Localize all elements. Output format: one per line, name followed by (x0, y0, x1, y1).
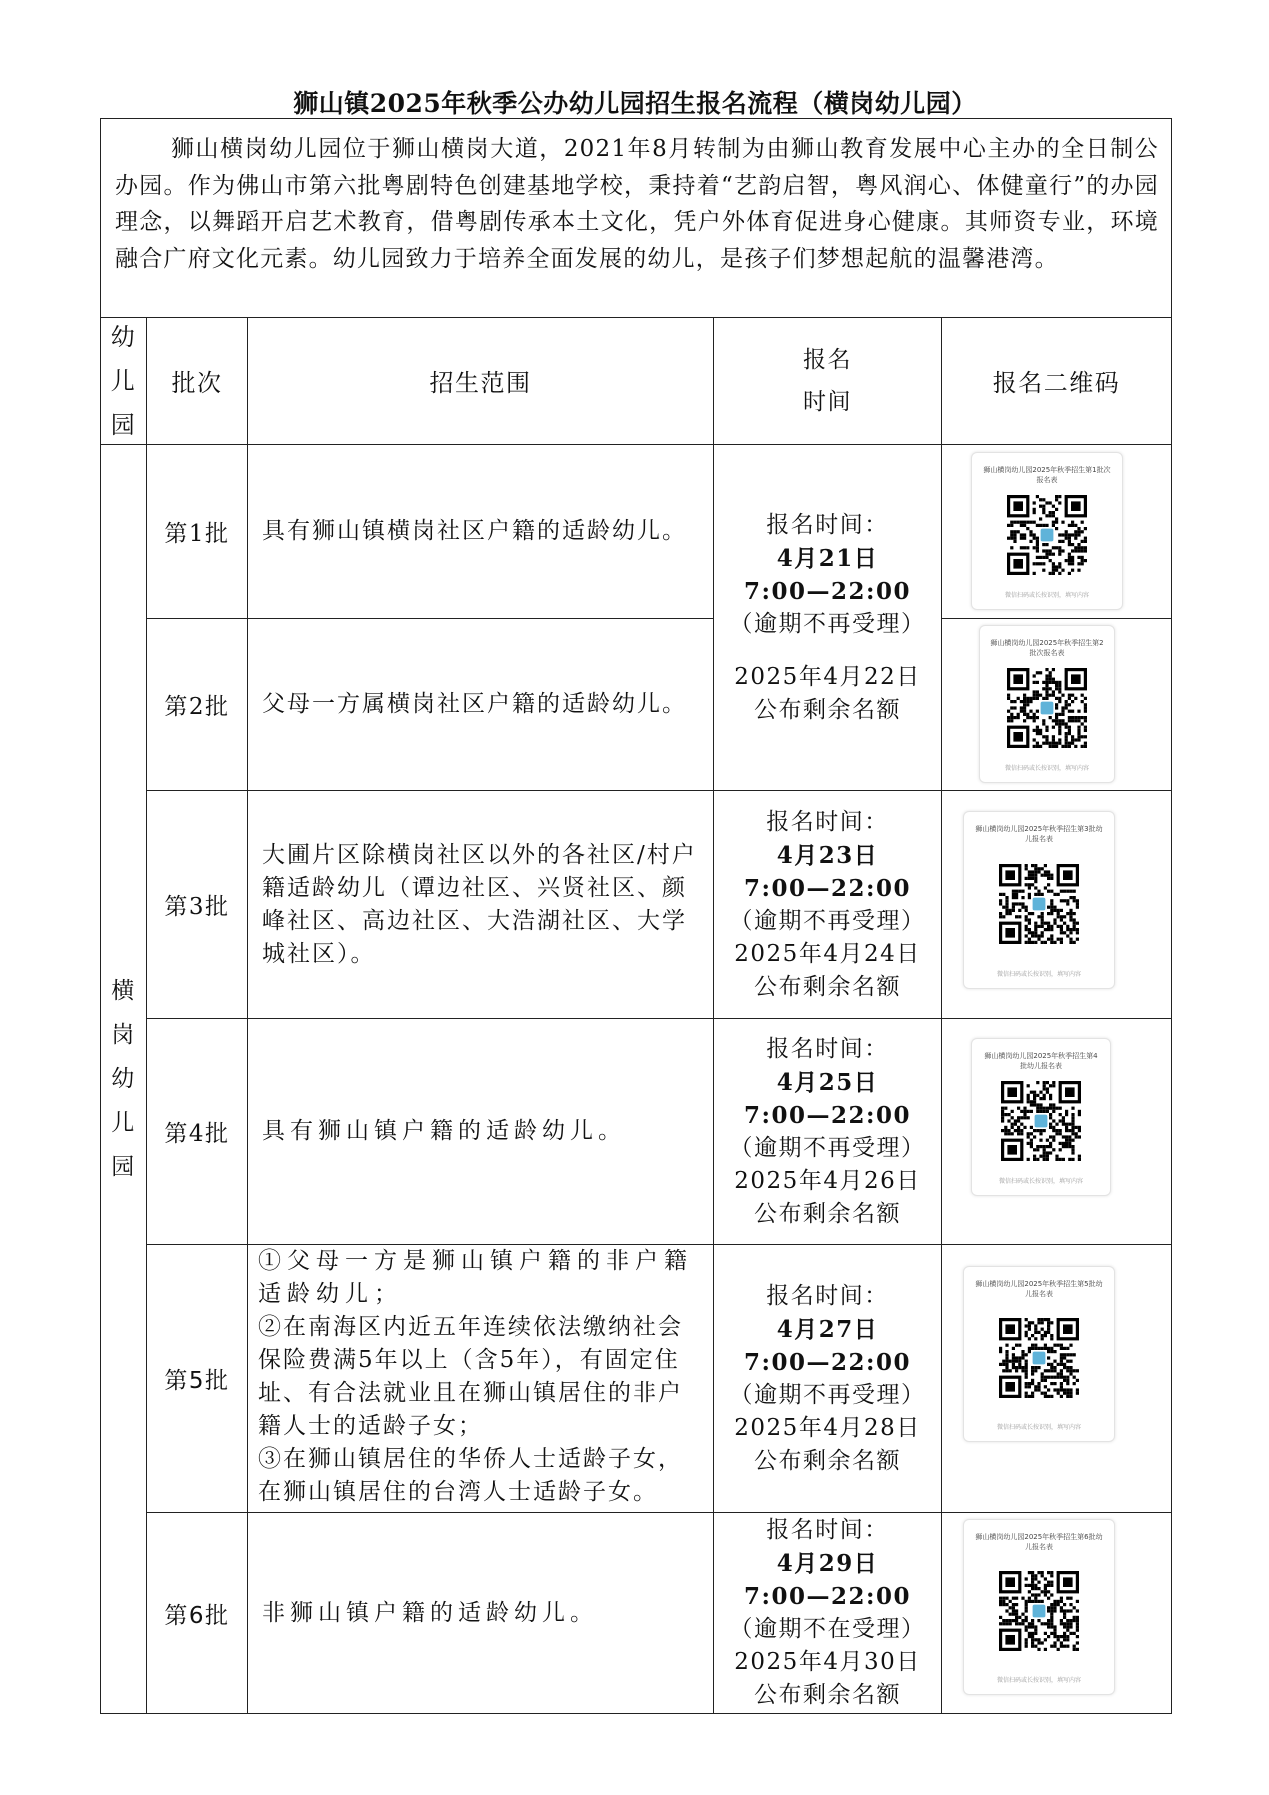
qr-title: 狮山横岗幼儿园2025年秋季招生第5批幼儿报名表 (975, 1280, 1103, 1298)
enroll-time-batch-5 (714, 1245, 941, 1512)
qr-code-card[interactable] (963, 811, 1115, 989)
time-label: 报名时间： (766, 1517, 889, 1543)
header-batch: 批次 (171, 369, 223, 397)
scope-item: ②在南海区内近五年连续依法缴纳社会保险费满5年以上（含5年），有固定住址、有合法就业且在狮山镇居住的非户籍人士的适龄子女； (258, 1314, 683, 1439)
batch-label: 第5批 (164, 1368, 230, 1394)
name-char: 幼 (111, 1066, 136, 1092)
batch-label: 第4批 (164, 1121, 230, 1147)
header-char: 园 (110, 410, 137, 439)
batch-label: 第6批 (164, 1602, 230, 1629)
enroll-time-batch-4 (714, 1019, 941, 1244)
time-hours: 7:00—22:00 (743, 577, 911, 605)
qr-footer: 微信扫码或长按识别，填写内容 (996, 1424, 1081, 1431)
batch-label: 第1批 (164, 521, 230, 547)
qr-code-icon (1007, 668, 1087, 748)
time-hours: 7:00—22:00 (743, 1101, 911, 1129)
qr-title: 狮山横岗幼儿园2025年秋季招生第6批幼儿报名表 (975, 1533, 1103, 1551)
enroll-time-batch-1-2 (714, 445, 941, 790)
batch-scope: 非狮山镇户籍的适龄幼儿。 (262, 1599, 598, 1626)
time-note: （逾期不再受理） (729, 907, 926, 934)
time-announce-date: 2025年4月26日 (734, 1167, 921, 1194)
time-announce: 公布剩余名额 (754, 1682, 901, 1708)
name-char: 岗 (111, 1022, 136, 1048)
qr-code-icon (999, 864, 1079, 944)
time-note: （逾期不再受理） (729, 1381, 926, 1408)
time-date: 4月29日 (776, 1550, 879, 1577)
header-char: 幼 (110, 322, 137, 351)
time-hours: 7:00—22:00 (743, 874, 911, 902)
header-time-line: 报名 (803, 346, 852, 373)
time-note: （逾期不再受理） (729, 1134, 926, 1161)
qr-title: 狮山横岗幼儿园2025年秋季招生第1批次报名表 (983, 466, 1111, 484)
qr-footer: 微信扫码或长按识别，填写内容 (996, 971, 1081, 978)
header-qr: 报名二维码 (992, 369, 1121, 397)
enrollment-table (100, 118, 1172, 1714)
time-hours: 7:00—22:00 (743, 1348, 911, 1376)
qr-code-icon (1001, 1081, 1081, 1161)
qr-title: 狮山横岗幼儿园2025年秋季招生第3批幼儿报名表 (975, 825, 1103, 843)
qr-code-card[interactable] (979, 625, 1115, 783)
time-label: 报名时间： (766, 808, 889, 835)
header-time-line: 时间 (803, 388, 852, 415)
time-announce-date: 2025年4月28日 (734, 1414, 921, 1441)
qr-code-card[interactable] (971, 452, 1123, 610)
time-announce: 公布剩余名额 (754, 1200, 901, 1227)
time-hours: 7:00—22:00 (743, 1583, 911, 1610)
qr-code-icon (999, 1318, 1079, 1398)
time-announce-date: 2025年4月22日 (734, 663, 921, 690)
time-announce: 公布剩余名额 (754, 696, 901, 723)
batch-label: 第2批 (164, 694, 230, 720)
batch-scope: 具有狮山镇户籍的适龄幼儿。 (262, 1118, 626, 1144)
header-kindergarten (101, 317, 146, 444)
time-label: 报名时间： (766, 1282, 889, 1309)
scope-item: ①父母一方是狮山镇户籍的非户籍适龄幼儿； (258, 1248, 693, 1307)
name-char: 儿 (111, 1110, 136, 1136)
qr-title: 狮山横岗幼儿园2025年秋季招生第4批幼儿报名表 (984, 1052, 1098, 1070)
time-label: 报名时间： (766, 511, 889, 538)
qr-code-icon (1007, 495, 1087, 575)
name-char: 横 (111, 978, 136, 1004)
kindergarten-name (101, 445, 146, 1713)
qr-code-card[interactable] (963, 1519, 1115, 1695)
time-announce-date: 2025年4月30日 (734, 1649, 921, 1675)
header-scope: 招生范围 (429, 369, 532, 397)
enroll-time-batch-3 (714, 791, 941, 1018)
time-note: （逾期不在受理） (729, 1616, 926, 1642)
header-time (714, 317, 941, 444)
col-divider (941, 317, 942, 1713)
time-note: （逾期不再受理） (729, 610, 926, 637)
time-date: 4月25日 (776, 1068, 879, 1096)
batch-scope: 父母一方属横岗社区户籍的适龄幼儿。 (262, 691, 687, 717)
batch-label: 第3批 (164, 894, 230, 920)
scope-item: ③在狮山镇居住的华侨人士适龄子女，在狮山镇居住的台湾人士适龄子女。 (258, 1446, 683, 1505)
qr-code-card[interactable] (971, 1038, 1111, 1196)
qr-title: 狮山横岗幼儿园2025年秋季招生第2批次报名表 (990, 639, 1104, 657)
time-date: 4月21日 (776, 544, 879, 572)
enroll-time-batch-6 (714, 1513, 941, 1713)
qr-code-card[interactable] (963, 1266, 1115, 1442)
qr-code-icon (999, 1571, 1079, 1651)
batch-scope: 具有狮山镇横岗社区户籍的适龄幼儿。 (262, 518, 687, 544)
header-char: 儿 (110, 366, 137, 395)
qr-footer: 微信扫码或长按识别，填写内容 (996, 1677, 1081, 1684)
time-date: 4月23日 (776, 841, 879, 869)
page-title: 狮山镇2025年秋季公办幼儿园招生报名流程（横岗幼儿园） (293, 89, 977, 118)
qr-footer: 微信扫码或长按识别，填写内容 (1004, 765, 1089, 772)
time-label: 报名时间： (766, 1035, 889, 1062)
time-announce-date: 2025年4月24日 (734, 940, 921, 967)
batch-scope (248, 1245, 713, 1512)
time-date: 4月27日 (776, 1315, 879, 1343)
time-announce: 公布剩余名额 (754, 1447, 901, 1474)
name-char: 园 (111, 1154, 136, 1180)
qr-footer: 微信扫码或长按识别，填写内容 (998, 1178, 1083, 1185)
qr-footer: 微信扫码或长按识别，填写内容 (1004, 592, 1089, 599)
batch-scope: 大圃片区除横岗社区以外的各社区/村户籍适龄幼儿（谭边社区、兴贤社区、颜峰社区、高边社区、大浩湖社区、大学城社区）。 (262, 841, 697, 967)
intro-paragraph: 狮山横岗幼儿园位于狮山横岗大道，2021年8月转制为由狮山教育发展中心主办的全日制公办园。作为佛山市第六批粤剧特色创建基地学校，秉持着“艺韵启智，粤风润心、体健童行”的办园理念，以舞蹈开启艺术教育，借粤剧传承本土文化，凭户外体育促进身心健康。其师资专业，环境融合广府文化元素。幼儿园致力于培养全面发展的幼儿，是孩子们梦想起航的温馨港湾。 (115, 136, 1159, 272)
time-announce: 公布剩余名额 (754, 973, 901, 1000)
